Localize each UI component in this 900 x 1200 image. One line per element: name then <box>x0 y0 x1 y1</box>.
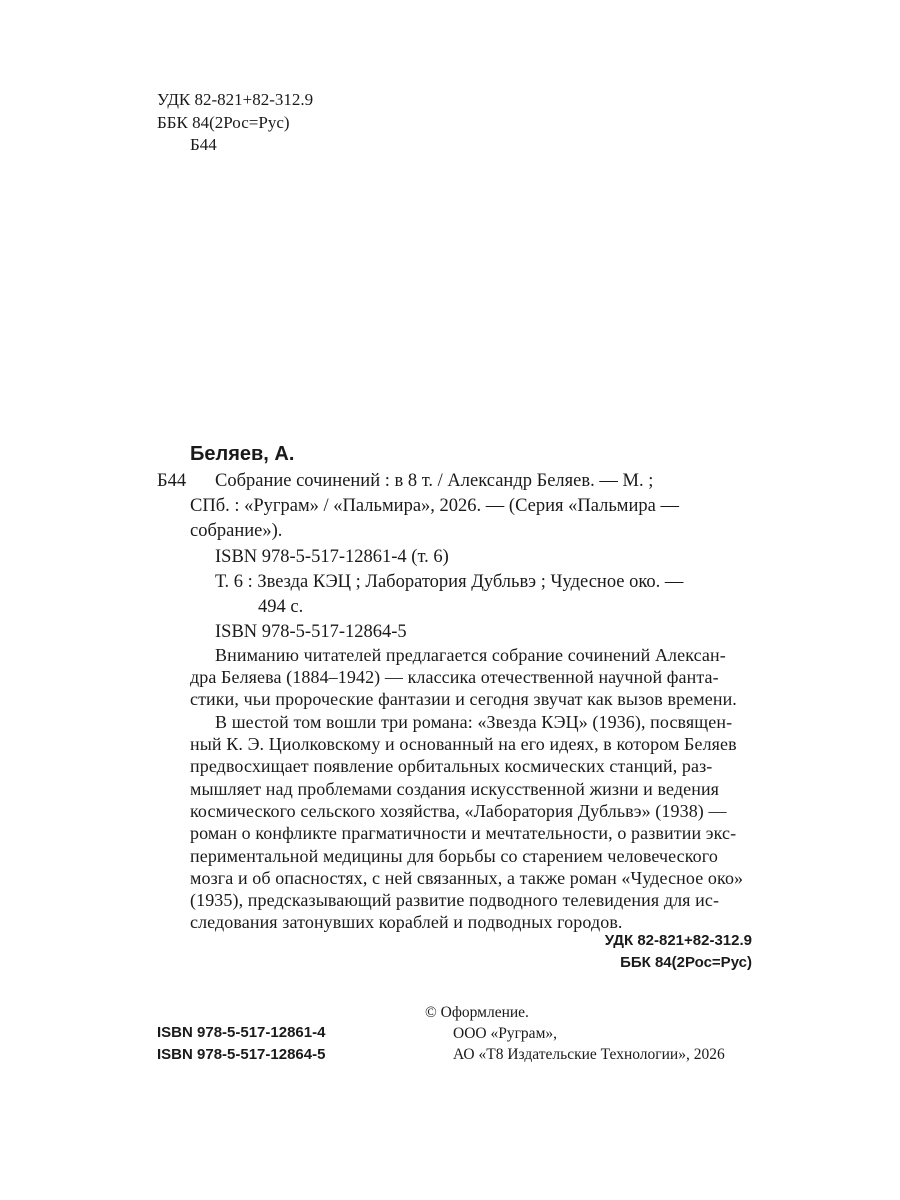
footer-bbk: ББК 84(2Рос=Рус) <box>620 954 752 971</box>
copyright-line: © Оформление. <box>425 1004 529 1021</box>
annotation-line: мышляет над проблемами создания искусственной жизни и ведения <box>190 779 720 799</box>
annotation-line: дра Беляева (1884–1942) — классика отечественной научной фанта- <box>190 667 719 687</box>
card-title-line-3: собрание»). <box>190 521 283 541</box>
card-isbn-volume: ISBN 978-5-517-12861-4 (т. 6) <box>215 547 449 567</box>
top-author-mark: Б44 <box>190 135 217 154</box>
annotation-line: роман о конфликте прагматичности и мечтательности, о развитии экс- <box>190 823 737 843</box>
annotation-line: (1935), предсказывающий развитие подводного телевидения для ис- <box>190 890 720 910</box>
card-isbn-set: ISBN 978-5-517-12864-5 <box>215 622 407 642</box>
card-title-line-1: Собрание сочинений : в 8 т. / Александр Беляев. — М. ; <box>215 471 654 491</box>
footer-udk: УДК 82-821+82-312.9 <box>604 932 752 949</box>
card-contents-line-1: Т. 6 : Звезда КЭЦ ; Лаборатория Дубльвэ ; Чудесное око. — <box>215 572 684 592</box>
isbn-set: ISBN 978-5-517-12864-5 <box>157 1046 326 1063</box>
isbn-volume: ISBN 978-5-517-12861-4 <box>157 1024 326 1041</box>
top-bbk: ББК 84(2Рос=Рус) <box>157 113 290 132</box>
annotation-line: периментальной медицины для борьбы со старением человеческого <box>190 846 718 866</box>
annotation-line: предвосхищает появление орбитальных космических станций, раз- <box>190 756 713 776</box>
author-heading: Беляев, А. <box>190 443 295 465</box>
annotation-line: космического сельского хозяйства, «Лаборатория Дубльвэ» (1938) — <box>190 801 727 821</box>
top-udk: УДК 82-821+82-312.9 <box>157 90 314 109</box>
card-contents-line-2: 494 с. <box>258 597 304 617</box>
annotation-line: следования затонувших кораблей и подводных городов. <box>190 912 623 932</box>
annotation-line: ный К. Э. Циолковскому и основанный на его идеях, в котором Беляев <box>190 734 737 754</box>
annotation-line: мозга и об опасностях, с ней связанных, а также роман «Чудесное око» <box>190 868 744 888</box>
card-title-line-2: СПб. : «Руграм» / «Пальмира», 2026. — (Серия «Пальмира — <box>190 496 679 516</box>
annotation-line: Вниманию читателей предлагается собрание сочинений Алексан- <box>215 645 726 665</box>
card-author-mark: Б44 <box>157 471 187 491</box>
copyright-line: ООО «Руграм», <box>453 1025 557 1042</box>
annotation-line: стики, чьи пророческие фантазии и сегодня звучат как вызов времени. <box>190 689 737 709</box>
annotation-line: В шестой том вошли три романа: «Звезда КЭЦ» (1936), посвящен- <box>215 712 733 732</box>
copyright-line: АО «Т8 Издательские Технологии», 2026 <box>453 1046 725 1063</box>
